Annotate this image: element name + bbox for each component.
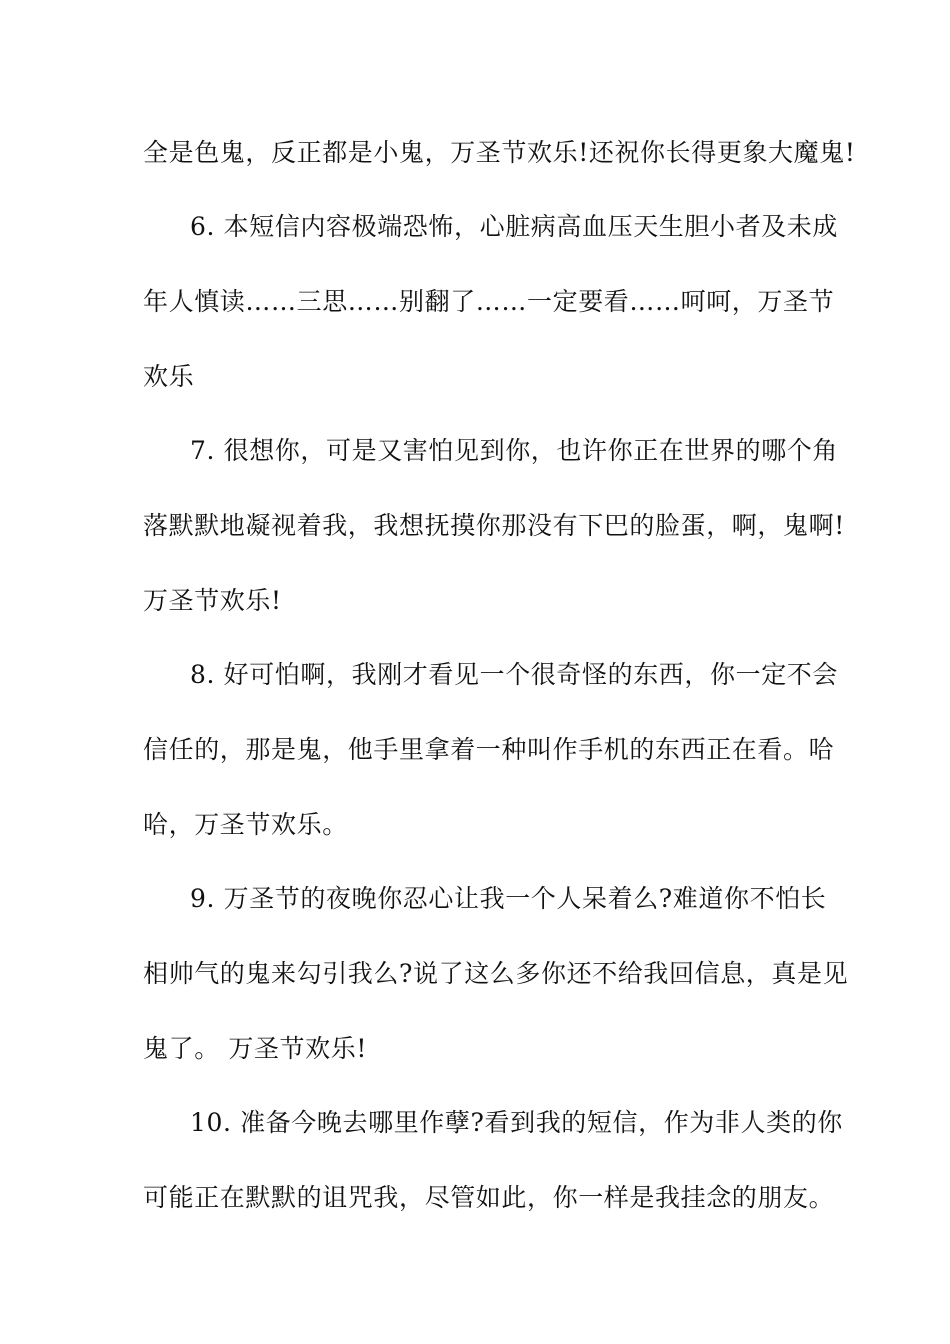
text-line: 可能正在默默的诅咒我，尽管如此，你一样是我挂念的朋友。 [143,1183,835,1212]
text-line: 欢乐 [143,362,195,391]
text-line: 相帅气的鬼来勾引我么?说了这么多你还不给我回信息，真是见 [143,959,849,988]
text-line: 万圣节欢乐! [143,586,282,615]
item-9-start: 9. 万圣节的夜晚你忍心让我一个人呆着么?难道你不怕长 [190,884,827,913]
text-line: 鬼了。 万圣节欢乐! [143,1034,367,1063]
text-line: 信任的，那是鬼，他手里拿着一种叫作手机的东西正在看。哈 [143,735,835,764]
item-7-start: 7. 很想你，可是又害怕见到你，也许你正在世界的哪个角 [190,436,839,465]
item-8-start: 8. 好可怕啊，我刚才看见一个很奇怪的东西，你一定不会 [190,660,839,689]
text-line: 年人慎读……三思……别翻了……一定要看……呵呵，万圣节 [143,287,835,316]
item-10-start: 10. 准备今晚去哪里作孽?看到我的短信，作为非人类的你 [190,1108,843,1137]
text-line: 哈，万圣节欢乐。 [143,810,348,839]
text-line: 落默默地凝视着我，我想抚摸你那没有下巴的脸蛋，啊，鬼啊! [143,511,845,540]
text-line: 全是色鬼，反正都是小鬼，万圣节欢乐!还祝你长得更象大魔鬼! [143,138,856,167]
item-6-start: 6. 本短信内容极端恐怖，心脏病高血压天生胆小者及未成 [190,212,839,241]
